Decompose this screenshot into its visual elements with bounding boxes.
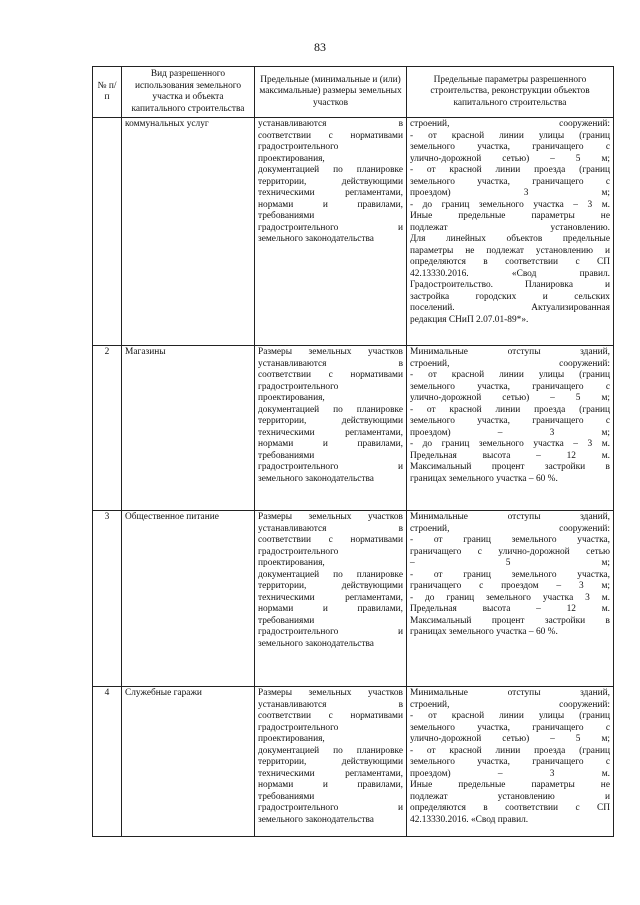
row-land-cell — [255, 511, 407, 687]
cell-text-line: граничащего с улично-дорожной сетью — [410, 546, 610, 557]
cell-text-line: требованиями — [258, 615, 315, 626]
row-num — [93, 118, 122, 346]
cell-text-line: Размеры земельных участков — [258, 347, 403, 357]
cell-text-line: Иные предельные параметры не — [410, 211, 610, 221]
cell-text-line: строений, сооружений: — [410, 119, 610, 129]
cell-text-line: устанавливаются в — [258, 699, 403, 710]
cell-text-line: земельного участка, граничащего с — [410, 381, 610, 392]
cell-text-line: земельного законодательства — [258, 473, 374, 484]
cell-text-line: техническими регламентами, — [258, 592, 403, 603]
cell-text-line: земельного законодательства — [258, 234, 374, 244]
cell-text-line: соответствии с нормативами — [258, 370, 403, 380]
row-build-cell — [407, 687, 614, 837]
cell-text-line: градостроительного и — [258, 627, 403, 637]
cell-text-line: документацией по планировке — [258, 165, 403, 175]
cell-text-line: устанавливаются в — [258, 119, 403, 129]
cell-text-line: - от границ земельного участка, — [410, 535, 610, 545]
cell-text-line: проездом) – 3 м. — [410, 768, 610, 779]
cell-text-line: документацией по планировке — [258, 745, 403, 756]
cell-text-line: градостроительного и — [258, 803, 403, 813]
cell-text-line: проектирования, — [258, 734, 325, 744]
cell-text-line: определяются в соответствии с СП — [410, 803, 610, 813]
cell-text-line: граничащего с проездом – 3 м; — [410, 581, 610, 591]
cell-text-line: Градостроительство. Планировка и — [410, 280, 610, 290]
cell-text-line: Максимальный процент застройки в — [410, 462, 610, 472]
cell-text-line: - от красной линии улицы (границ — [410, 711, 610, 721]
cell-text-line: - от красной линии проезда (границ — [410, 404, 610, 415]
table-header-row — [93, 67, 614, 118]
cell-text-line: 42.13330.2016. «Свод правил. — [410, 268, 610, 279]
row-num: 2 — [93, 346, 122, 511]
cell-text-line: Предельная высота – 12 м. — [410, 604, 610, 614]
row-land-cell — [255, 687, 407, 837]
cell-text-line: проездом) 3 м; — [410, 188, 610, 198]
cell-text-line: улично-дорожной сетью) – 5 м; — [410, 153, 610, 164]
cell-text-line: подлежат установлению. — [410, 222, 610, 233]
row-num: 3 — [93, 511, 122, 687]
cell-text-line: 42.13330.2016. «Свод правил. — [410, 814, 529, 825]
cell-text-line: земельного участка, граничащего с — [410, 757, 610, 767]
cell-text-line: соответствии с нормативами — [258, 130, 403, 141]
cell-text-line: соответствии с нормативами — [258, 535, 403, 545]
cell-text-line: Минимальные отступы зданий, — [410, 512, 610, 522]
row-type: Служебные гаражи — [122, 687, 255, 837]
cell-text-line: документацией по планировке — [258, 569, 403, 580]
header-type: Вид разрешенного использования земельного участка и объекта капитального строительства — [122, 67, 255, 118]
cell-text-line: Размеры земельных участков — [258, 512, 403, 522]
row-type: коммунальных услуг — [122, 118, 255, 346]
cell-text-line: параметры не подлежат установлению и — [410, 245, 610, 256]
cell-text-line: земельного законодательства — [258, 638, 374, 649]
cell-text-line: земельного участка, граничащего с — [410, 722, 610, 733]
cell-text-line: нормами и правилами, — [258, 439, 403, 449]
cell-text-line: улично-дорожной сетью) – 5 м; — [410, 393, 610, 403]
cell-text-line: определяются в соответствии с СП — [410, 257, 610, 267]
cell-text-line: - от границ земельного участка, — [410, 569, 610, 580]
cell-text-line: градостроительного — [258, 546, 339, 557]
cell-text-line: Иные предельные параметры не — [410, 780, 610, 790]
cell-text-line: нормами и правилами, — [258, 604, 403, 614]
cell-text-line: Предельная высота – 12 м. — [410, 450, 610, 461]
cell-text-line: проектирования, — [258, 153, 325, 164]
cell-text-line: проектирования, — [258, 558, 325, 568]
cell-text-line: - до границ земельного участка – 3 м. — [410, 199, 610, 210]
cell-text-line: документацией по планировке — [258, 404, 403, 415]
cell-text-line: Минимальные отступы зданий, — [410, 347, 610, 357]
cell-text-line: границах земельного участка – 60 %. — [410, 473, 558, 484]
cell-text-line: требованиями — [258, 450, 315, 461]
row-land-cell — [255, 346, 407, 511]
row-build-cell — [407, 511, 614, 687]
cell-text-line: подлежат установлению и — [410, 791, 610, 802]
cell-text-line: земельного участка, граничащего с — [410, 416, 610, 426]
cell-text-line: нормами и правилами, — [258, 780, 403, 790]
header-build: Предельные параметры разрешенного строительства, реконструкции объектов капитального строительства — [407, 67, 614, 118]
regulations-table — [92, 66, 614, 837]
cell-text-line: земельного участка, граничащего с — [410, 176, 610, 187]
cell-text-line: – 5 м; — [410, 558, 610, 568]
cell-text-line: градостроительного — [258, 722, 339, 733]
header-land: Предельные (минимальные и (или) максимальные) размеры земельных участков — [255, 67, 407, 118]
table-row — [93, 118, 614, 346]
cell-text-line: Максимальный процент застройки в — [410, 615, 610, 626]
cell-text-line: техническими регламентами, — [258, 427, 403, 438]
cell-text-line: Для линейных объектов предельные — [410, 234, 610, 244]
header-num: № п/п — [93, 67, 122, 118]
cell-text-line: Размеры земельных участков — [258, 688, 403, 698]
cell-text-line: застройка городских и сельских — [410, 291, 610, 302]
cell-text-line: градостроительного — [258, 142, 339, 152]
cell-text-line: устанавливаются в — [258, 523, 403, 534]
cell-text-line: строений, сооружений: — [410, 699, 610, 710]
cell-text-line: градостроительного и — [258, 222, 403, 233]
row-type: Общественное питание — [122, 511, 255, 687]
cell-text-line: территории, действующими — [258, 176, 403, 187]
cell-text-line: Минимальные отступы зданий, — [410, 688, 610, 698]
cell-text-line: редакция СНиП 2.07.01-89*». — [410, 314, 529, 325]
cell-text-line: территории, действующими — [258, 416, 403, 426]
row-type: Магазины — [122, 346, 255, 511]
cell-text-line: требованиями — [258, 791, 315, 802]
cell-text-line: территории, действующими — [258, 757, 403, 767]
row-build-cell — [407, 346, 614, 511]
cell-text-line: строений, сооружений: — [410, 523, 610, 534]
cell-text-line: градостроительного — [258, 381, 339, 392]
table-row — [93, 687, 614, 837]
cell-text-line: земельного законодательства — [258, 814, 374, 825]
cell-text-line: проектирования, — [258, 393, 325, 403]
row-land-cell — [255, 118, 407, 346]
cell-text-line: - от красной линии проезда (границ — [410, 165, 610, 175]
cell-text-line: - до границ земельного участка – 3 м. — [410, 439, 610, 449]
cell-text-line: соответствии с нормативами — [258, 711, 403, 721]
cell-text-line: границах земельного участка – 60 %. — [410, 627, 558, 637]
cell-text-line: техническими регламентами, — [258, 768, 403, 779]
cell-text-line: требованиями — [258, 211, 315, 221]
cell-text-line: строений, сооружений: — [410, 358, 610, 369]
cell-text-line: устанавливаются в — [258, 358, 403, 369]
cell-text-line: нормами и правилами, — [258, 199, 403, 210]
page-number: 83 — [314, 40, 326, 54]
cell-text-line: проездом) – 3 м; — [410, 427, 610, 438]
cell-text-line: - от красной линии проезда (границ — [410, 745, 610, 756]
row-num: 4 — [93, 687, 122, 837]
table-row — [93, 346, 614, 511]
cell-text-line: градостроительного и — [258, 462, 403, 472]
cell-text-line: - до границ земельного участка 3 м. — [410, 592, 610, 603]
cell-text-line: техническими регламентами, — [258, 188, 403, 198]
cell-text-line: территории, действующими — [258, 581, 403, 591]
cell-text-line: земельного участка, граничащего с — [410, 142, 610, 152]
row-build-cell — [407, 118, 614, 346]
table-row — [93, 511, 614, 687]
cell-text-line: - от красной линии улицы (границ — [410, 370, 610, 380]
cell-text-line: - от красной линии улицы (границ — [410, 130, 610, 141]
cell-text-line: улично-дорожной сетью) – 5 м; — [410, 734, 610, 744]
cell-text-line: поселений. Актуализированная — [410, 303, 610, 313]
